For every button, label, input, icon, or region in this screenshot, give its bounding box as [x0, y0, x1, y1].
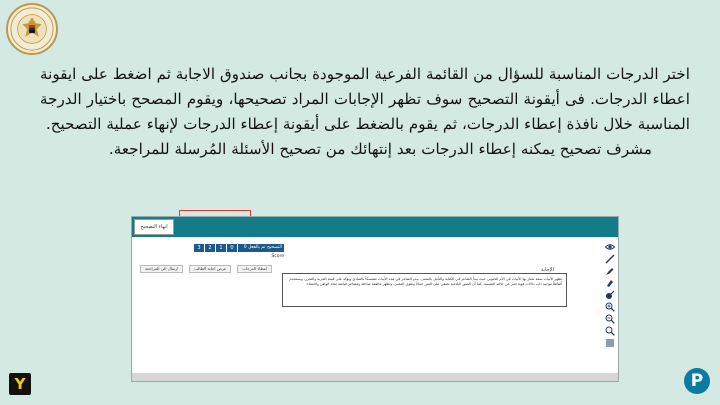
instructions-paragraph: اختر الدرجات المناسبة للسؤال من القائمة الفرعية الموجودة بجانب صندوق الاجابة ثم اضغط على ايقونة اعطاء الدرجات. فى أيقونة التصحيح سوف تظهر الإجابات المراد تصحيحها، ويقوم المصحح باختيار الدرجة المناسبة خلال نافذة إعطاء الدرجات، ثم يقوم بالضغط على أيقونة إعطاء الدرجات لإنهاء عملية التصحيح. — [40, 65, 690, 133]
instructions-last-line: مشرف تصحيح يمكنه إعطاء الدرجات بعد إنتهائك من تصحيح الأسئلة المُرسلة للمراجعة. — [108, 140, 652, 158]
zoom-out-icon[interactable] — [603, 313, 616, 325]
answer-title: الإجابة — [541, 267, 554, 273]
pearson-logo: P — [684, 368, 710, 394]
score-label: Score — [271, 254, 284, 259]
score-options — [194, 244, 284, 252]
score-option-0[interactable]: 0 — [227, 244, 238, 252]
app-header-bar — [132, 217, 618, 237]
highlighter-icon[interactable] — [603, 265, 616, 277]
pen-icon[interactable] — [603, 253, 616, 265]
eye-icon[interactable] — [603, 241, 616, 253]
action-buttons — [140, 265, 272, 273]
review-answer-button[interactable]: عرض اجابة الطالب — [189, 265, 231, 273]
scores-title: التصحيح تم بالفعل 0 — [238, 244, 284, 252]
give-grade-button[interactable]: اعطاء الدرجات — [237, 265, 272, 273]
instructions-text — [40, 62, 690, 162]
end-grading-tab[interactable]: انهاء التصحيح — [134, 219, 174, 235]
send-review-button[interactable]: ارسال الى المراجعة — [140, 265, 183, 273]
brand-y-logo: Y — [9, 373, 31, 395]
zoom-in-icon[interactable] — [603, 301, 616, 313]
brush-icon[interactable] — [603, 289, 616, 301]
answer-text-box: تظهر الأبيات سمة تمتاز بها الأبيات في الأم الجنوبي حيث يبدأ الشاعر في الكتابة والتأمل بالمعنى. يبدو الشاعر في هذه الأبيات متمسكاً بالمبادئ ويؤكد على قيمة الحرية والتحرر، ويستخدم ألفاظاً موحية ذات دلالات قوية تعبر عن حالته النفسية. كما أن الصور البلاغية تضفي على النص جمالاً وتقوي المعنى، وتظهر عاطفة صادقة ومشاعر فياضة تجاه الوطن والانتماء. — [282, 273, 567, 307]
score-option-3[interactable]: 3 — [194, 244, 205, 252]
score-option-1[interactable]: 1 — [216, 244, 227, 252]
scores-panel — [194, 244, 284, 260]
search-icon[interactable] — [603, 325, 616, 337]
ministry-seal-logo — [6, 3, 58, 55]
score-option-2[interactable]: 2 — [205, 244, 216, 252]
grading-app-window — [131, 216, 619, 382]
list-icon[interactable] — [603, 337, 616, 349]
annotation-toolbar — [603, 241, 616, 371]
marker-icon[interactable] — [603, 277, 616, 289]
app-footer-bar — [132, 373, 618, 381]
